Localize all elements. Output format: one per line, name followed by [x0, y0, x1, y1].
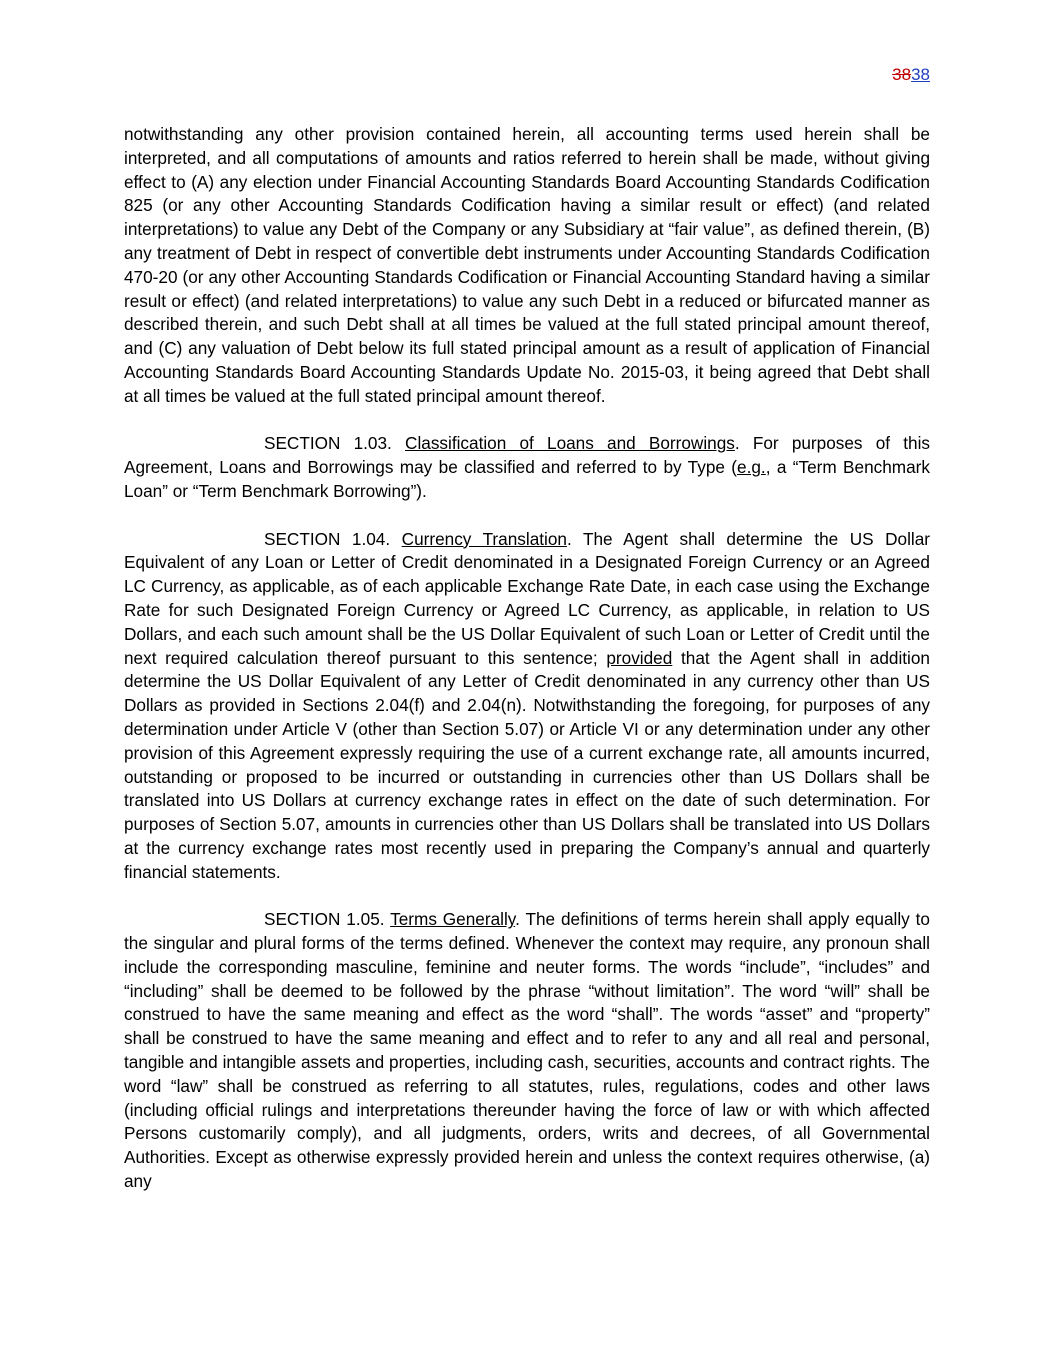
page-number	[892, 64, 930, 86]
page-number-deleted: 38	[892, 65, 912, 84]
section-text: . For purposes of this Agreement, Loans and Borrowings may be classified and referred to by Type (	[124, 433, 930, 478]
section-number: SECTION 1.04.	[264, 528, 391, 549]
section-text: . The Agent shall determine the US Dollar Equivalent of any Loan or Letter of Credit denominated in a Designated Foreign Currency or an Agreed LC Currency, as applicable, as of each applicable Exchange Rate Date, in each case using the Exchange Rate for such Designated Foreign Currency or Agreed LC Currency, as applicable, in relation to US Dollars, and each such amount shall be the US Dollar Equivalent of such Loan or Letter of Credit until the next required calculation thereof pursuant to this sentence;	[124, 528, 930, 668]
document-body	[124, 123, 930, 1194]
section-number: SECTION 1.05.	[264, 909, 385, 930]
page-number-inserted: 38	[911, 65, 930, 84]
section-text: that the Agent shall in addition determine the US Dollar Equivalent of any Letter of Credit denominated in any currency other than US Dollars as provided in Sections 2.04(f) and 2.04(n). Notwithstanding the foregoing, for purposes of any determination under Article V (other than Section 5.07) or Article VI or any determination under any other provision of this Agreement expressly requiring the use of a current exchange rate, all amounts incurred, outstanding or proposed to be incurred or outstanding in currencies other than US Dollars shall be translated into US Dollars at currency exchange rates in effect on the date of such determination. For purposes of Section 5.07, amounts in currencies other than US Dollars shall be translated into US Dollars at the currency exchange rates most recently used in preparing the Company’s annual and quarterly financial statements.	[124, 647, 930, 882]
paragraph-accounting-terms: notwithstanding any other provision contained herein, all accounting terms used herein shall be interpreted, and all computations of amounts and ratios referred to herein shall be made, without giving effect to (A) any election under Financial Accounting Standards Board Accounting Standards Codification 825 (or any other Accounting Standards Codification having a similar result or effect) (and related interpretations) to value any Debt of the Company or any Subsidiary at “fair value”, as defined therein, (B) any treatment of Debt in respect of convertible debt instruments under Accounting Standards Codification 470-20 (or any other Accounting Standards Codification or Financial Accounting Standard having a similar result or effect) (and related interpretations) to value any such Debt in a reduced or bifurcated manner as described therein, and such Debt shall at all times be valued at the full stated principal amount thereof, and (C) any valuation of Debt below its full stated principal amount as a result of application of Financial Accounting Standards Board Accounting Standards Update No. 2015-03, it being agreed that Debt shall at all times be valued at the full stated principal amount thereof.	[124, 124, 930, 406]
section-heading: Terms Generally	[390, 909, 516, 930]
section-text: . The definitions of terms herein shall apply equally to the singular and plural forms of the terms defined. Whenever the context may require, any pronoun shall include the corresponding masculine, feminine and neuter forms. The words “include”, “includes” and “including” shall be deemed to be followed by the phrase “without limitation”. The word “will” shall be construed to have the same meaning and effect as the word “shall”. The words “asset” and “property” shall be construed to have the same meaning and effect and to refer to any and all real and personal, tangible and intangible assets and properties, including cash, securities, accounts and contract rights. The word “law” shall be construed as referring to all statutes, rules, regulations, codes and other laws (including official rulings and interpretations thereunder having the force of law or with which affected Persons customarily comply), and all judgments, orders, writs and decrees, of all Governmental Authorities. Except as otherwise expressly provided herein and unless the context requires otherwise, (a) any	[124, 909, 930, 1192]
section-heading: Currency Translation	[401, 528, 567, 549]
section-number: SECTION 1.03.	[264, 433, 392, 454]
section-1-03	[124, 432, 930, 503]
section-1-04	[124, 528, 930, 885]
provided-term: provided	[606, 647, 673, 668]
section-text: , a “Term Benchmark Loan” or “Term Benchmark Borrowing”).	[124, 457, 930, 501]
eg-term: e.g.	[737, 457, 766, 478]
section-1-05	[124, 908, 930, 1194]
section-heading: Classification of Loans and Borrowings	[405, 433, 735, 454]
